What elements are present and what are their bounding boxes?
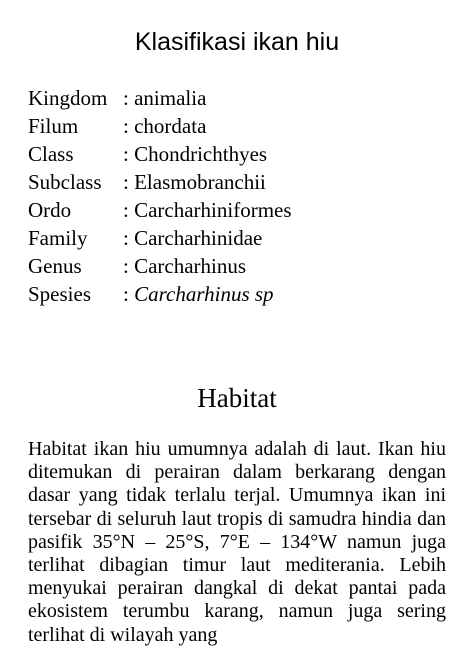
classification-list (28, 84, 292, 308)
separator: : (123, 226, 129, 250)
rank-label: Class (28, 142, 74, 166)
rank-value: Carcharhinidae (134, 226, 263, 250)
rank-label: Family (28, 226, 88, 250)
classification-row (28, 196, 292, 224)
separator: : (123, 86, 129, 110)
rank-label: Ordo (28, 198, 72, 222)
rank-label: Kingdom (28, 86, 108, 110)
classification-row (28, 280, 292, 308)
classification-row (28, 224, 292, 252)
separator: : (123, 170, 129, 194)
rank-value: Carcharhiniformes (134, 198, 292, 222)
rank-label: Subclass (28, 170, 102, 194)
separator: : (123, 254, 129, 278)
habitat-heading: Habitat (197, 383, 277, 413)
rank-label: Genus (28, 254, 82, 278)
rank-value: chordata (134, 114, 207, 138)
separator: : (123, 114, 129, 138)
rank-label: Filum (28, 114, 79, 138)
rank-value: Carcharhinus (134, 254, 247, 278)
rank-value: Elasmobranchii (134, 170, 266, 194)
rank-value: Chondrichthyes (134, 142, 268, 166)
rank-value: Carcharhinus sp (134, 282, 274, 306)
rank-value: animalia (134, 86, 207, 110)
classification-row (28, 112, 292, 140)
page-title: Klasifikasi ikan hiu (134, 28, 340, 56)
classification-row (28, 168, 292, 196)
separator: : (123, 198, 129, 222)
rank-label: Spesies (28, 282, 91, 306)
classification-row (28, 84, 292, 112)
habitat-paragraph: Habitat ikan hiu umumnya adalah di laut. Ikan hiu ditemukan di perairan dalam berkarang dengan dasar yang tidak terlalu terjal. Umumnya ikan ini tersebar di seluruh laut tropis di samudra hindia dan pasifik 35°N – 25°S, 7°E – 134°W namun juga terlihat dibagian timur laut mediterania. Lebih menyukai perairan dangkal di dekat pantai pada ekosistem terumbu karang, namun juga sering terlihat di wilayah yang (28, 438, 446, 646)
classification-row (28, 140, 292, 168)
separator: : (123, 142, 129, 166)
classification-row (28, 252, 292, 280)
separator: : (123, 282, 129, 306)
